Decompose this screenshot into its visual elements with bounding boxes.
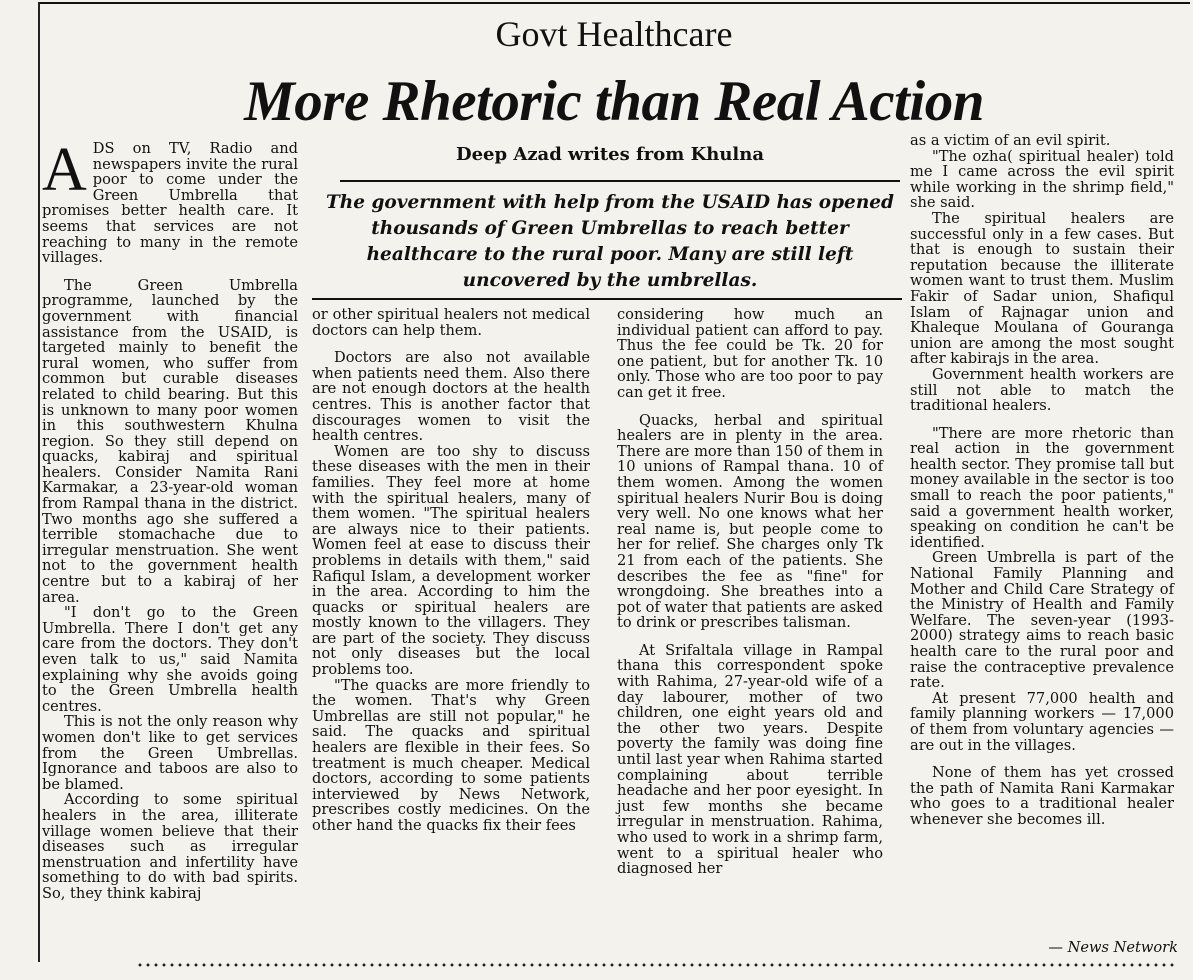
paragraph: as a victim of an evil spirit. bbox=[910, 132, 1111, 149]
deck-summary: The government with help from the USAID has opened thousands of Green Umbrellas to reach better healthcare to the rural poor. Many are still left uncovered by the umbrellas. bbox=[326, 192, 894, 291]
paragraph: "The ozha( spiritual healer) told me I came across the evil spirit while working in the shrimp field," she said. bbox=[910, 147, 1174, 212]
paragraph: Women are too shy to discuss these diseases with the men in their families. They feel more at home with the spiritual healers, many of them women. "The spiritual healers are always nice to their patients. Women feel at ease to discuss their problems in details with them," said Rafiqul Islam, a development worker in the area. According to him the quacks or spiritual healers are mostly known to the villagers. They are part of the society. They discuss not only diseases but the local problems too. bbox=[312, 442, 590, 679]
paragraph: Government health workers are still not able to match the traditional healers. bbox=[910, 365, 1174, 415]
paragraph: Green Umbrella is part of the National Family Planning and Mother and Child Care Strategy of the Ministry of Health and Family Welfare. The seven-year (1993-2000) strategy aims to reach basic health care to the rural poor and raise the contraceptive prevalence rate. bbox=[910, 549, 1174, 692]
article-column-2 bbox=[312, 307, 590, 834]
paragraph: At Srifaltala village in Rampal thana this correspondent spoke with Rahima, 27-year-old wife of a day labourer, mother of two children, one eight years old and the other two years. Despite poverty the family was doing fine until last year when Rahima started complaining about terrible headache and her poor eyesight. In just few months she became irregular in menstruation. Rahima, who used to work in a shrimp farm, went to a spiritual healer who diagnosed her bbox=[617, 641, 883, 878]
deck-rule-top bbox=[340, 180, 900, 182]
paragraph: or other spiritual healers not medical doctors can help them. bbox=[312, 306, 590, 339]
paragraph: The Green Umbrella programme, launched by the government with financial assistance from the USAID, is targeted mainly to benefit the rural women, who suffer from common but curable diseases related to child bearing. But this is unknown to many poor women in this southwestern Khulna region. So they still depend on quacks, kabiraj and spiritual healers. Consider Namita Rani Karmakar, a 23-year-old woman from Rampal thana in the district. Two months ago she suffered a terrible stomachache due to irregular menstruation. She went not to the government health centre but to a kabiraj of her area. bbox=[42, 276, 298, 606]
news-credit: — News Network bbox=[1048, 939, 1178, 956]
paragraph: At present 77,000 health and family planning workers — 17,000 of them from voluntary agencies — are out in the villages. bbox=[910, 689, 1174, 754]
left-border-rule bbox=[38, 2, 40, 962]
byline: Deep Azad writes from Khulna bbox=[455, 144, 764, 165]
paragraph: This is not the only reason why women don't like to get services from the Green Umbrellas. Ignorance and taboos are also to be blamed. bbox=[42, 713, 298, 793]
paragraph: None of them has yet crossed the path of Namita Rani Karmakar who goes to a traditional healer whenever she becomes ill. bbox=[910, 764, 1174, 828]
paragraph: The spiritual healers are successful only in a few cases. But that is enough to sustain their reputation because the illiterate women want to trust them. Muslim Fakir of Sadar union, Shafiqul Islam of Rajnagar union and Khaleque Moulana of Gouranga union are among the most sought after kabirajs in the area. bbox=[910, 209, 1174, 368]
paragraph: According to some spiritual healers in the area, illiterate village women believe that their diseases such as irregular menstruation and infertility have something to do with bad spirits. So, they think kabiraj bbox=[42, 791, 298, 902]
article-column-4 bbox=[910, 133, 1174, 828]
paragraph: "I don't go to the Green Umbrella. There I don't get any care from the doctors. They don't even talk to us," said Namita explaining why she avoids going to the Green Umbrella health centres. bbox=[42, 604, 298, 715]
deck-rule-bottom bbox=[312, 298, 902, 300]
section-kicker: Govt Healthcare bbox=[495, 14, 733, 54]
article-column-3 bbox=[617, 307, 883, 877]
dotted-border bbox=[136, 962, 1176, 968]
paragraph: "The quacks are more friendly to the women. That's why Green Umbrellas are still not popular," he said. The quacks and spiritual healers are flexible in their fees. So treatment is much cheaper. Medical doctors, according to some patients interviewed by News Network, prescribes costly medicines. On the other hand the quacks fix their fees bbox=[312, 676, 590, 834]
headline: More Rhetoric than Real Action bbox=[244, 70, 984, 133]
paragraph: "There are more rhetoric than real action in the government health sector. They promise tall but money available in the sector is too small to reach the poor patients," said a government health worker, speaking on condition he can't be identified. bbox=[910, 424, 1174, 551]
paragraph: Quacks, herbal and spiritual healers are in plenty in the area. There are more than 150 of them in 10 unions of Rampal thana. 10 of them women. Among the women spiritual healers Nurir Bou is doing very well. No one knows what her real name is, but people come to her for relief. She charges only Tk 21 from each of the patients. She describes the fee as "fine" for wrongdoing. She breathes into a pot of water that patients are asked to drink or prescribes talisman. bbox=[617, 411, 883, 632]
lead-text: DS on TV, Radio and newspapers invite the rural poor to come under the Green Umbrella that promises better health care. It seems that services are not reaching to many in the remote villages. bbox=[42, 140, 298, 267]
article-column-1 bbox=[42, 136, 298, 902]
paragraph: considering how much an individual patient can afford to pay. Thus the fee could be Tk. 20 for one patient, but for another Tk. 10 only. Those who are too poor to pay can get it free. bbox=[617, 306, 883, 401]
lead-paragraph bbox=[42, 136, 298, 267]
drop-cap: A bbox=[42, 136, 87, 204]
paragraph: Doctors are also not available when patients need them. Also there are not enough doctors at the health centres. This is another factor that discourages women to visit the health centres. bbox=[312, 349, 590, 445]
top-border-rule bbox=[38, 2, 1190, 4]
